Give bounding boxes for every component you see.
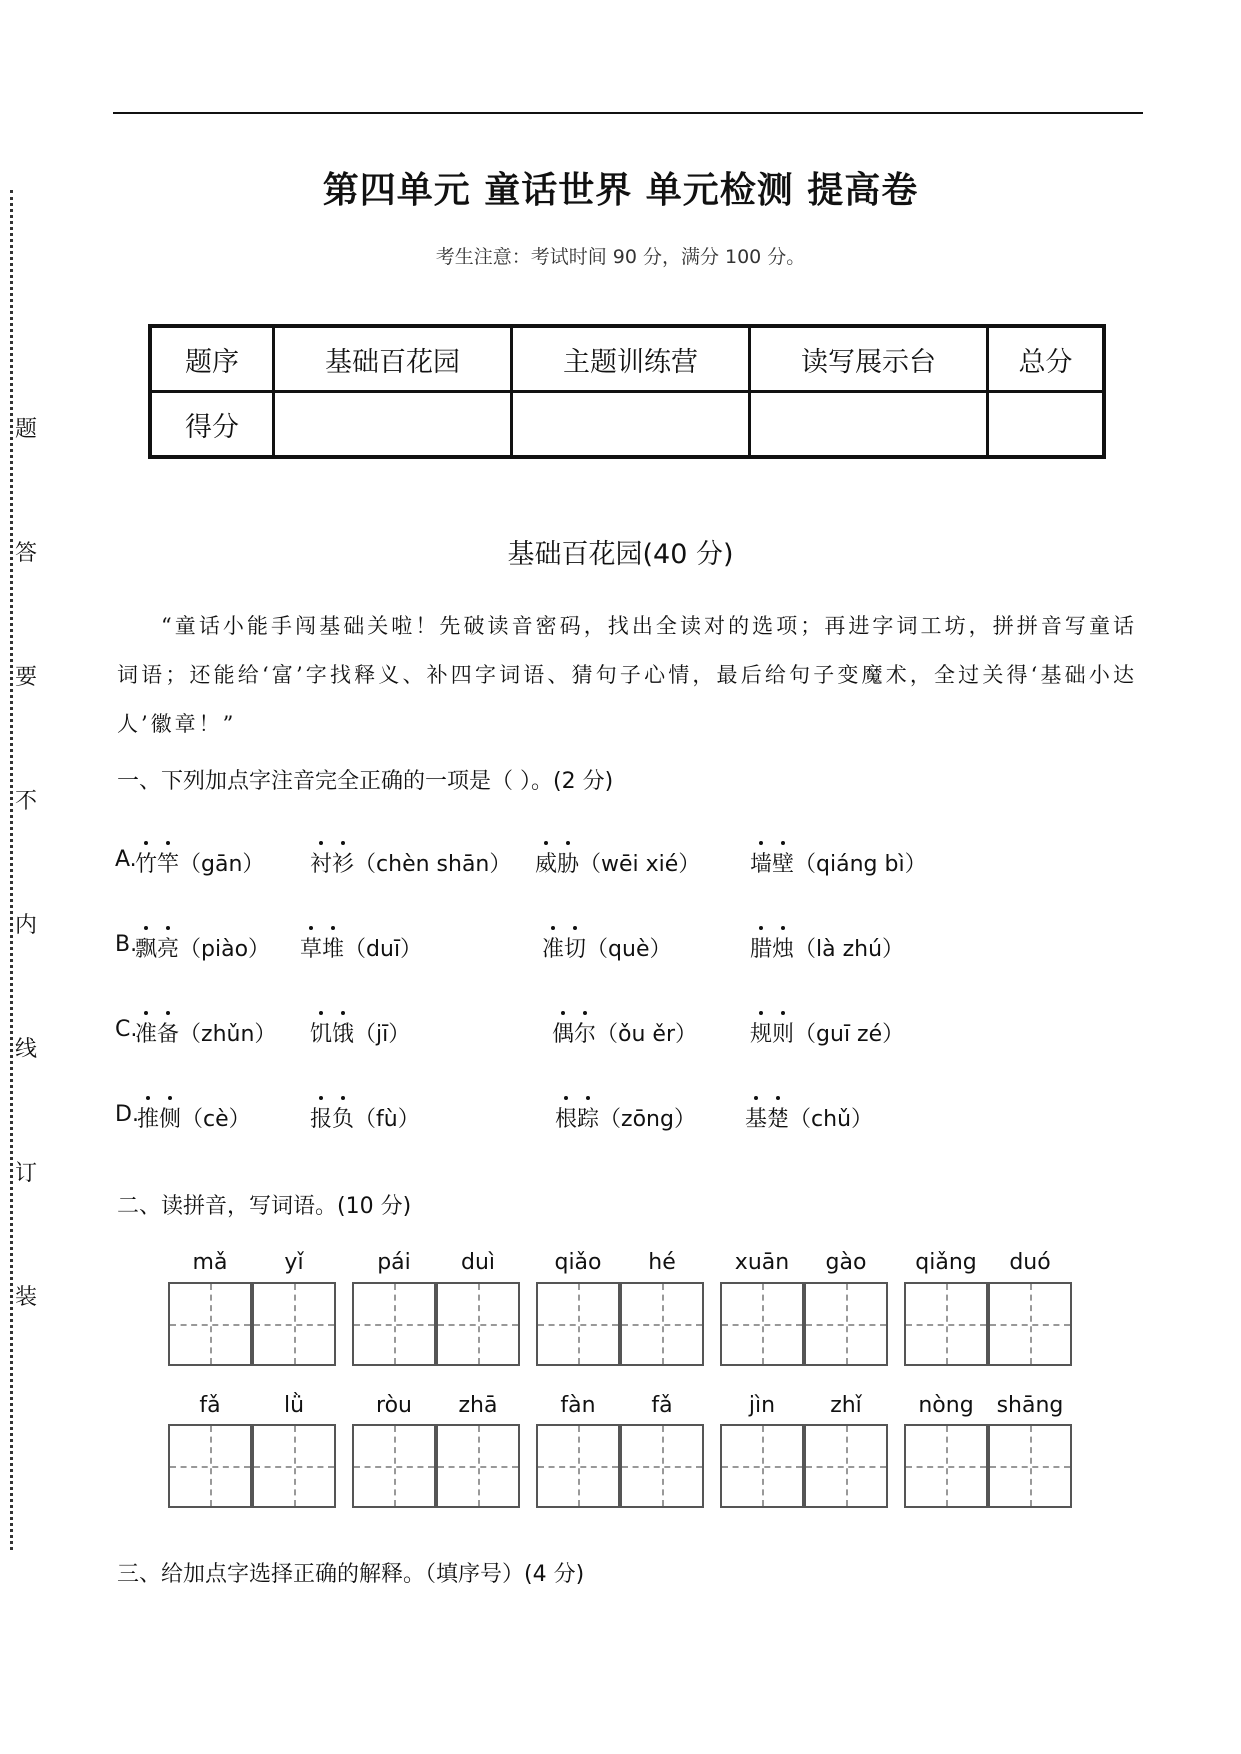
dotted-char: 准 (542, 932, 564, 963)
dotted-char: 竹 (135, 847, 157, 878)
dotted-char: 规 (750, 1017, 772, 1048)
pinyin-label: qiǎng (915, 1250, 977, 1275)
option-d-item: 基楚（chǔ） (745, 1102, 873, 1133)
pinyin-label: gào (825, 1250, 867, 1275)
dotted-char: 衫 (332, 847, 354, 878)
dotted-char: 推 (137, 1102, 159, 1133)
dotted-char: 备 (157, 1017, 179, 1048)
section-intro: “童话小能手闯基础关啦！先破读音密码，找出全读对的选项；再进字词工坊，拼拼音写童话词语；还能给‘富’字找释义、补四字词语、猜句子心情，最后给句子变魔术，全过关得‘基础小达人’徽章！” (117, 614, 1137, 736)
option-d-item: 报负（fù） (310, 1102, 420, 1133)
score-table (148, 324, 1106, 459)
pinyin-label: mǎ (192, 1250, 228, 1275)
dotted-char: 烛 (772, 932, 794, 963)
pinyin-label: zhǐ (830, 1393, 862, 1418)
writing-box[interactable] (168, 1424, 252, 1508)
writing-box[interactable] (804, 1282, 888, 1366)
dotted-char: 亮 (157, 932, 179, 963)
question-3: 三、给加点字选择正确的解释。（填序号）(4 分) (117, 1562, 585, 1587)
pinyin-label: ròu (376, 1393, 412, 1418)
option-b-item: 准切（què） (542, 932, 671, 963)
option-a-label: A. (115, 847, 137, 872)
dotted-char: 腊 (750, 932, 772, 963)
writing-box[interactable] (352, 1282, 436, 1366)
pinyin-label: pái (377, 1250, 411, 1275)
pinyin-label: shāng (996, 1393, 1064, 1418)
score-header-cell: 基础百花园 (274, 326, 512, 392)
dotted-char: 侧 (159, 1102, 181, 1133)
option-a-item: 衬衫（chèn shān） (310, 847, 511, 878)
dotted-char: 楚 (767, 1102, 789, 1133)
writing-box[interactable] (988, 1282, 1072, 1366)
pinyin-label: fǎ (199, 1393, 221, 1418)
pinyin-label: duó (1009, 1250, 1051, 1275)
option-c-label: C. (115, 1017, 138, 1042)
option-c-item: 饥饿（jī） (310, 1017, 410, 1048)
pinyin-label: fàn (560, 1393, 596, 1418)
dotted-char: 准 (135, 1017, 157, 1048)
header-rule (113, 112, 1143, 114)
dotted-char: 草 (300, 932, 322, 963)
pinyin-label: duì (460, 1250, 496, 1275)
writing-box[interactable] (720, 1282, 804, 1366)
dotted-char: 衬 (310, 847, 332, 878)
dotted-char: 尔 (574, 1017, 596, 1048)
option-d-item: 根踪（zōng） (555, 1102, 696, 1133)
margin-char: 内 (14, 908, 38, 939)
writing-box[interactable] (536, 1282, 620, 1366)
margin-char: 要 (14, 660, 38, 691)
dotted-char: 飘 (135, 932, 157, 963)
pinyin-label: lǜ (283, 1393, 305, 1418)
margin-char: 答 (14, 536, 38, 567)
writing-box[interactable] (252, 1282, 336, 1366)
option-c-item: 准备（zhǔn） (135, 1017, 276, 1048)
dotted-char: 切 (564, 932, 586, 963)
dotted-char: 饥 (310, 1017, 332, 1048)
writing-box[interactable] (536, 1424, 620, 1508)
writing-box[interactable] (620, 1282, 704, 1366)
question-2: 二、读拼音，写词语。(10 分) (117, 1194, 412, 1219)
option-b-item: 飘亮（piào） (135, 932, 270, 963)
writing-box[interactable] (988, 1424, 1072, 1508)
option-b-label: B. (115, 932, 138, 957)
margin-char: 订 (14, 1156, 38, 1187)
dotted-char: 偶 (552, 1017, 574, 1048)
score-row-label: 得分 (150, 392, 274, 458)
pinyin-label: xuān (734, 1250, 790, 1275)
margin-char: 线 (14, 1032, 38, 1063)
writing-box[interactable] (904, 1282, 988, 1366)
dotted-char: 报 (310, 1102, 332, 1133)
pinyin-label: qiǎo (554, 1250, 602, 1275)
writing-box[interactable] (168, 1282, 252, 1366)
dotted-char: 竿 (157, 847, 179, 878)
pinyin-label: fǎ (651, 1393, 673, 1418)
option-b-item: 腊烛（là zhú） (750, 932, 904, 963)
score-header-cell: 主题训练营 (512, 326, 750, 392)
score-input-cell[interactable] (988, 392, 1105, 458)
option-a-item: 威胁（wēi xié） (535, 847, 700, 878)
pinyin-label: nòng (918, 1393, 974, 1418)
pinyin-label: jìn (748, 1393, 776, 1418)
dotted-char: 则 (772, 1017, 794, 1048)
dotted-char: 根 (555, 1102, 577, 1133)
pinyin-label: hé (648, 1250, 676, 1275)
score-header-cell: 题序 (150, 326, 274, 392)
dotted-char: 负 (332, 1102, 354, 1133)
writing-box[interactable] (720, 1424, 804, 1508)
score-input-cell[interactable] (274, 392, 512, 458)
option-d-label: D. (115, 1102, 139, 1127)
dotted-char: 堆 (322, 932, 344, 963)
option-c-item: 规则（guī zé） (750, 1017, 904, 1048)
score-header-cell: 总分 (988, 326, 1105, 392)
exam-notice: 考生注意：考试时间 90 分，满分 100 分。 (435, 246, 806, 268)
score-table-score-row (150, 392, 1104, 458)
score-input-cell[interactable] (512, 392, 750, 458)
dotted-char: 胁 (557, 847, 579, 878)
writing-box[interactable] (620, 1424, 704, 1508)
section-title: 基础百花园(40 分) (507, 539, 734, 570)
writing-box[interactable] (904, 1424, 988, 1508)
option-b-item: 草堆（duī） (300, 932, 422, 963)
margin-char: 题 (14, 412, 38, 443)
score-table-header-row (150, 326, 1104, 392)
score-header-cell: 读写展示台 (750, 326, 988, 392)
binding-margin-line (10, 190, 13, 1550)
option-c-item: 偶尔（ǒu ěr） (552, 1017, 697, 1048)
option-d-item: 推侧（cè） (137, 1102, 251, 1133)
option-a-item: 墙壁（qiáng bì） (750, 847, 927, 878)
dotted-char: 壁 (772, 847, 794, 878)
question-1: 一、下列加点字注音完全正确的一项是（ ）。(2 分) (117, 769, 614, 794)
dotted-char: 饿 (332, 1017, 354, 1048)
margin-char: 装 (14, 1280, 38, 1311)
dotted-char: 墙 (750, 847, 772, 878)
margin-char: 不 (14, 784, 38, 815)
writing-box[interactable] (804, 1424, 888, 1508)
dotted-char: 威 (535, 847, 557, 878)
dotted-char: 基 (745, 1102, 767, 1133)
page-title: 第四单元 童话世界 单元检测 提高卷 (322, 170, 919, 211)
writing-box[interactable] (436, 1424, 520, 1508)
pinyin-label: yǐ (284, 1250, 304, 1275)
option-a-item: 竹竿（gān） (135, 847, 264, 878)
score-input-cell[interactable] (750, 392, 988, 458)
writing-box[interactable] (352, 1424, 436, 1508)
writing-box[interactable] (436, 1282, 520, 1366)
pinyin-label: zhā (458, 1393, 498, 1418)
writing-box[interactable] (252, 1424, 336, 1508)
dotted-char: 踪 (577, 1102, 599, 1133)
